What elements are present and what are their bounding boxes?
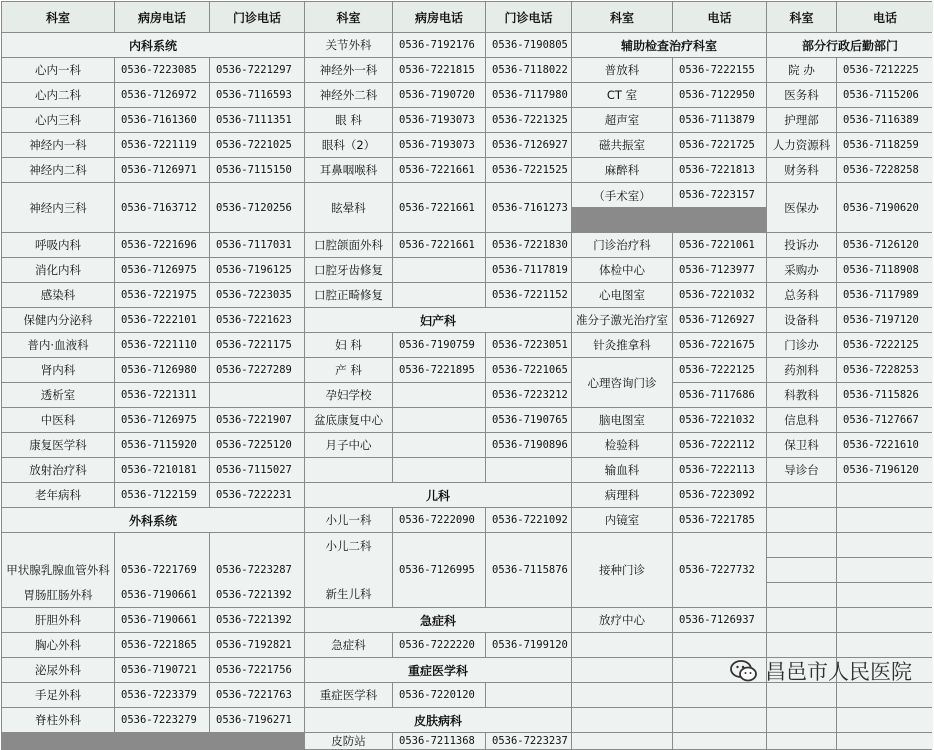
dept-name: 门诊办 xyxy=(767,333,836,357)
dept-name: 麻醉科 xyxy=(572,158,672,182)
clinic-phone: 0536-7223237 xyxy=(486,733,571,749)
phone: 0536-7221610 xyxy=(837,433,933,457)
dept-name: 口腔牙齿修复 xyxy=(305,258,392,282)
phone: 0536-7222155 xyxy=(673,58,766,82)
phone: 0536-7190620 xyxy=(837,183,933,232)
dept-name: 脑电图室 xyxy=(572,408,672,432)
ward-phone: 0536-7126980 xyxy=(115,358,209,382)
dept-name: 口腔正畸修复 xyxy=(305,283,392,307)
phone-directory-table xyxy=(1,1,932,750)
section-title: 部分行政后勤部门 xyxy=(767,33,933,57)
dept-name: 急症科 xyxy=(305,633,392,657)
dept-name: 感染科 xyxy=(2,283,114,307)
ward-phone: 0536-7190759 xyxy=(393,333,485,357)
ward-phone: 0536-7221769 xyxy=(115,533,209,607)
phone: 0536-7228253 xyxy=(837,358,933,382)
dept-name: 医务科 xyxy=(767,83,836,107)
empty-cell xyxy=(837,533,933,557)
dept-name: 护理部 xyxy=(767,108,836,132)
phone: 0536-7127667 xyxy=(837,408,933,432)
ward-phone: 0536-7222101 xyxy=(115,308,209,332)
dept-name: 内镜室 xyxy=(572,508,672,532)
watermark xyxy=(729,656,912,686)
phone: 0536-7126927 xyxy=(673,308,766,332)
clinic-phone: 0536-7221175 xyxy=(210,333,304,357)
dept-name: 药剂科 xyxy=(767,358,836,382)
ward-phone: 0536-7126995 xyxy=(393,533,485,607)
dept-name: 院 办 xyxy=(767,58,836,82)
ward-phone: 0536-7221661 xyxy=(393,158,485,182)
dept-name: 人力资源科 xyxy=(767,133,836,157)
section-title: 外科系统 xyxy=(2,508,304,532)
ward-phone: 0536-7126975 xyxy=(115,258,209,282)
phone: 0536-7221032 xyxy=(673,408,766,432)
clinic-phone: 0536-7221325 xyxy=(486,108,571,132)
clinic-phone xyxy=(210,383,304,407)
phone: 0536-7118259 xyxy=(837,133,933,157)
phone: 0536-7223157 xyxy=(673,183,766,207)
dept-name: 胸心外科 xyxy=(2,633,114,657)
dept-name: 盆底康复中心 xyxy=(305,408,392,432)
ward-phone: 0536-7161360 xyxy=(115,108,209,132)
clinic-phone: 0536-7111351 xyxy=(210,108,304,132)
dept-name: 信息科 xyxy=(767,408,836,432)
ward-phone: 0536-7193073 xyxy=(393,108,485,132)
clinic-phone: 0536-7116593 xyxy=(210,83,304,107)
clinic-phone: 0536-7221623 xyxy=(210,308,304,332)
dept-name: 皮防站 xyxy=(305,733,392,749)
dept-name: 心理咨询门诊 xyxy=(572,358,672,407)
ward-phone: 0536-7122159 xyxy=(115,483,209,507)
empty-cell xyxy=(837,633,933,657)
empty-cell xyxy=(486,458,571,482)
cell-text: 新生儿科 xyxy=(325,587,372,601)
empty-cell xyxy=(767,533,836,557)
phone: 0536-7221813 xyxy=(673,158,766,182)
dept-name: 普内·血液科 xyxy=(2,333,114,357)
phone: 0536-7115206 xyxy=(837,83,933,107)
empty-cell xyxy=(572,633,672,657)
dept-name: 放疗中心 xyxy=(572,608,672,632)
section-title: 重症医学科 xyxy=(305,658,571,682)
clinic-phone: 0536-7190896 xyxy=(486,433,571,457)
phone: 0536-7116389 xyxy=(837,108,933,132)
ward-phone: 0536-7211368 xyxy=(393,733,485,749)
phone: 0536-7227732 xyxy=(673,533,766,607)
dept-name: 总务科 xyxy=(767,283,836,307)
ward-phone: 0536-7193073 xyxy=(393,133,485,157)
dept-name: 肾内科 xyxy=(2,358,114,382)
clinic-phone: 0536-7117031 xyxy=(210,233,304,257)
dept-name: 月子中心 xyxy=(305,433,392,457)
phone: 0536-7118908 xyxy=(837,258,933,282)
empty-cell xyxy=(673,683,766,707)
ward-phone: 0536-7163712 xyxy=(115,183,209,232)
clinic-phone: 0536-7117980 xyxy=(486,83,571,107)
dept-name: 胃肠肛肠外科 xyxy=(2,583,114,607)
ward-phone xyxy=(393,383,485,407)
phone: 0536-7222112 xyxy=(673,433,766,457)
ward-phone: 0536-7115920 xyxy=(115,433,209,457)
dept-name: 门诊治疗科 xyxy=(572,233,672,257)
dept-name: 病理科 xyxy=(572,483,672,507)
phone: 0536-7117686 xyxy=(673,383,766,407)
empty-cell xyxy=(767,558,836,582)
clinic-phone: 0536-7115027 xyxy=(210,458,304,482)
dept-name: 产 科 xyxy=(305,358,392,382)
ward-phone: 0536-7190661 xyxy=(115,583,209,607)
phone: 0536-7221032 xyxy=(673,283,766,307)
clinic-phone: 0536-7199120 xyxy=(486,633,571,657)
clinic-phone: 0536-7221152 xyxy=(486,283,571,307)
ward-phone: 0536-7192176 xyxy=(393,33,485,57)
clinic-phone: 0536-7126927 xyxy=(486,133,571,157)
ward-phone: 0536-7221110 xyxy=(115,333,209,357)
ward-phone: 0536-7221696 xyxy=(115,233,209,257)
ward-phone: 0536-7221815 xyxy=(393,58,485,82)
dept-name: 脊柱外科 xyxy=(2,708,114,732)
empty-cell xyxy=(837,608,933,632)
ward-phone: 0536-7222220 xyxy=(393,633,485,657)
dept-name: 关节外科 xyxy=(305,33,392,57)
dept-name: 磁共振室 xyxy=(572,133,672,157)
dept-name: 科教科 xyxy=(767,383,836,407)
dept-name: 呼吸内科 xyxy=(2,233,114,257)
clinic-phone: 0536-7221756 xyxy=(210,658,304,682)
phone: 0536-7221061 xyxy=(673,233,766,257)
section-title: 儿科 xyxy=(305,483,571,507)
dept-name: 神经外一科 xyxy=(305,58,392,82)
clinic-phone: 0536-7221025 xyxy=(210,133,304,157)
dept-name: 消化内科 xyxy=(2,258,114,282)
dept-name: 心电图室 xyxy=(572,283,672,307)
empty-cell xyxy=(767,633,836,657)
section-title: 急症科 xyxy=(305,608,571,632)
hospital-name: 昌邑市人民医院 xyxy=(765,660,912,684)
dept-name: 神经内一科 xyxy=(2,133,114,157)
clinic-phone: 0536-7221907 xyxy=(210,408,304,432)
dept-name: （手术室） xyxy=(572,183,672,207)
clinic-phone: 0536-7221392 xyxy=(210,608,304,632)
clinic-phone: 0536-7221763 xyxy=(210,683,304,707)
clinic-phone: 0536-7221830 xyxy=(486,233,571,257)
phone: 0536-7197120 xyxy=(837,308,933,332)
empty-cell xyxy=(837,508,933,532)
ward-phone: 0536-7220120 xyxy=(393,683,485,707)
clinic-phone: 0536-7190765 xyxy=(486,408,571,432)
clinic-phone: 0536-7196271 xyxy=(210,708,304,732)
dept-name: 放射治疗科 xyxy=(2,458,114,482)
dept-name: 检验科 xyxy=(572,433,672,457)
empty-cell xyxy=(767,608,836,632)
column-header: 病房电话 xyxy=(393,2,485,32)
clinic-phone: 0536-7221065 xyxy=(486,358,571,382)
dept-name: 神经外二科 xyxy=(305,83,392,107)
empty-cell xyxy=(837,558,933,582)
clinic-phone: 0536-7118022 xyxy=(486,58,571,82)
column-header: 科室 xyxy=(767,2,836,32)
column-header: 电话 xyxy=(673,2,766,32)
dept-name: 重症医学科 xyxy=(305,683,392,707)
dept-name: 耳鼻咽喉科 xyxy=(305,158,392,182)
dept-name: 神经内二科 xyxy=(2,158,114,182)
clinic-phone: 0536-7221092 xyxy=(486,508,571,532)
ward-phone xyxy=(393,408,485,432)
dept-name: 准分子激光治疗室 xyxy=(572,308,672,332)
dept-name: 导诊台 xyxy=(767,458,836,482)
dept-name: 中医科 xyxy=(2,408,114,432)
dept-name: 保健内分泌科 xyxy=(2,308,114,332)
phone: 0536-7221675 xyxy=(673,333,766,357)
clinic-phone: 0536-7223051 xyxy=(486,333,571,357)
clinic-phone: 0536-7221525 xyxy=(486,158,571,182)
dept-name: 接种门诊 xyxy=(572,533,672,607)
dept-name: 超声室 xyxy=(572,108,672,132)
ward-phone xyxy=(393,258,485,282)
clinic-phone: 0536-7115150 xyxy=(210,158,304,182)
empty-cell xyxy=(305,458,392,482)
phone: 0536-7228258 xyxy=(837,158,933,182)
dept-name: 财务科 xyxy=(767,158,836,182)
clinic-phone: 0536-7192821 xyxy=(210,633,304,657)
clinic-phone: 0536-7222231 xyxy=(210,483,304,507)
clinic-phone: 0536-7221297 xyxy=(210,58,304,82)
empty-cell xyxy=(673,633,766,657)
empty-cell xyxy=(767,683,836,707)
section-title: 内科系统 xyxy=(2,33,304,57)
empty-cell xyxy=(767,733,836,749)
ward-phone xyxy=(393,283,485,307)
phone: 0536-7222113 xyxy=(673,458,766,482)
phone: 0536-7126937 xyxy=(673,608,766,632)
phone: 0536-7221725 xyxy=(673,133,766,157)
column-header: 科室 xyxy=(572,2,672,32)
wechat-icon xyxy=(729,658,759,684)
dept-name xyxy=(305,533,392,607)
column-header: 电话 xyxy=(837,2,933,32)
dept-name: 心内一科 xyxy=(2,58,114,82)
phone: 0536-7223092 xyxy=(673,483,766,507)
column-header: 病房电话 xyxy=(115,2,209,32)
dept-name: 针灸推拿科 xyxy=(572,333,672,357)
dept-name: 手足外科 xyxy=(2,683,114,707)
dept-name: 眼 科 xyxy=(305,108,392,132)
dept-name: 康复医学科 xyxy=(2,433,114,457)
clinic-phone: 0536-7223212 xyxy=(486,383,571,407)
dept-name: 投诉办 xyxy=(767,233,836,257)
empty-cell xyxy=(572,683,672,707)
dept-name: 眼科（2） xyxy=(305,133,392,157)
dept-name: 心内二科 xyxy=(2,83,114,107)
clinic-phone: 0536-7161273 xyxy=(486,183,571,232)
phone: 0536-7117989 xyxy=(837,283,933,307)
dept-name: 采购办 xyxy=(767,258,836,282)
empty-cell xyxy=(767,583,836,607)
empty-cell xyxy=(767,508,836,532)
ward-phone: 0536-7222090 xyxy=(393,508,485,532)
clinic-phone: 0536-7221392 xyxy=(210,583,304,607)
empty-cell xyxy=(393,458,485,482)
ward-phone: 0536-7221975 xyxy=(115,283,209,307)
ward-phone: 0536-7210181 xyxy=(115,458,209,482)
clinic-phone: 0536-7190805 xyxy=(486,33,571,57)
phone: 0536-7222125 xyxy=(673,358,766,382)
dept-name: 甲状腺乳腺血管外科 xyxy=(2,533,114,607)
empty-cell xyxy=(572,733,672,749)
ward-phone: 0536-7126972 xyxy=(115,83,209,107)
dept-name: 输血科 xyxy=(572,458,672,482)
empty-cell xyxy=(837,483,933,507)
ward-phone: 0536-7223379 xyxy=(115,683,209,707)
ward-phone: 0536-7190661 xyxy=(115,608,209,632)
phone: 0536-7113879 xyxy=(673,108,766,132)
dept-name: 泌尿外科 xyxy=(2,658,114,682)
dept-name: 肝胆外科 xyxy=(2,608,114,632)
empty-cell xyxy=(673,733,766,749)
dept-name: 口腔颌面外科 xyxy=(305,233,392,257)
ward-phone: 0536-7221119 xyxy=(115,133,209,157)
phone: 0536-7221785 xyxy=(673,508,766,532)
ward-phone: 0536-7221311 xyxy=(115,383,209,407)
clinic-phone: 0536-7120256 xyxy=(210,183,304,232)
ward-phone: 0536-7126971 xyxy=(115,158,209,182)
clinic-phone: 0536-7227289 xyxy=(210,358,304,382)
empty-cell xyxy=(837,583,933,607)
phone: 0536-7222125 xyxy=(837,333,933,357)
ward-phone: 0536-7223085 xyxy=(115,58,209,82)
dept-name: 体检中心 xyxy=(572,258,672,282)
clinic-phone: 0536-7225120 xyxy=(210,433,304,457)
column-header: 门诊电话 xyxy=(210,2,304,32)
dept-name: 神经内三科 xyxy=(2,183,114,232)
dept-name: 普放科 xyxy=(572,58,672,82)
section-title: 辅助检查治疗科室 xyxy=(572,33,766,57)
phone: 0536-7123977 xyxy=(673,258,766,282)
ward-phone: 0536-7126975 xyxy=(115,408,209,432)
dept-name: 医保办 xyxy=(767,183,836,232)
dept-name: 心内三科 xyxy=(2,108,114,132)
section-title: 妇产科 xyxy=(305,308,571,332)
dept-name: 保卫科 xyxy=(767,433,836,457)
dept-name: 小儿一科 xyxy=(305,508,392,532)
clinic-phone: 0536-7223287 xyxy=(210,533,304,607)
phone: 0536-7115826 xyxy=(837,383,933,407)
phone: 0536-7196120 xyxy=(837,458,933,482)
ward-phone: 0536-7221895 xyxy=(393,358,485,382)
clinic-phone: 0536-7115876 xyxy=(486,533,571,607)
dept-name: CT 室 xyxy=(572,83,672,107)
dept-name: 透析室 xyxy=(2,383,114,407)
empty-cell xyxy=(837,733,933,749)
phone: 0536-7212225 xyxy=(837,58,933,82)
cell-text: 小儿二科 xyxy=(325,539,372,553)
dept-name: 老年病科 xyxy=(2,483,114,507)
empty-cell xyxy=(837,683,933,707)
dept-name: 妇 科 xyxy=(305,333,392,357)
phone: 0536-7122950 xyxy=(673,83,766,107)
dept-name: 设备科 xyxy=(767,308,836,332)
clinic-phone: 0536-7117819 xyxy=(486,258,571,282)
empty-cell xyxy=(572,658,672,682)
column-header: 科室 xyxy=(2,2,114,32)
column-header: 门诊电话 xyxy=(486,2,571,32)
clinic-phone xyxy=(486,683,571,707)
ward-phone: 0536-7223279 xyxy=(115,708,209,732)
clinic-phone: 0536-7223035 xyxy=(210,283,304,307)
empty-cell xyxy=(767,483,836,507)
section-title: 皮肤病科 xyxy=(305,708,571,732)
ward-phone xyxy=(393,433,485,457)
ward-phone: 0536-7190720 xyxy=(393,83,485,107)
ward-phone: 0536-7221865 xyxy=(115,633,209,657)
phone: 0536-7126120 xyxy=(837,233,933,257)
ward-phone: 0536-7190721 xyxy=(115,658,209,682)
ward-phone: 0536-7221661 xyxy=(393,233,485,257)
ward-phone: 0536-7221661 xyxy=(393,183,485,232)
dept-name: 眩晕科 xyxy=(305,183,392,232)
clinic-phone: 0536-7196125 xyxy=(210,258,304,282)
column-header: 科室 xyxy=(305,2,392,32)
dept-name: 孕妇学校 xyxy=(305,383,392,407)
